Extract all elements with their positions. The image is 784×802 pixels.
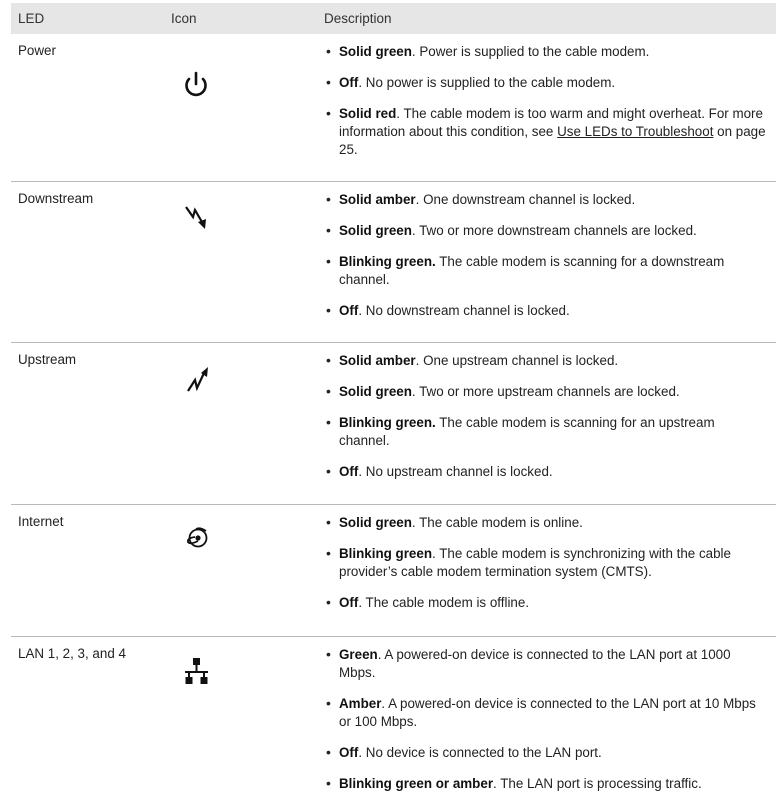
list-item: • Off. No upstream channel is locked. (324, 463, 768, 481)
list-item: • Off. No downstream channel is locked. (324, 302, 768, 320)
description (324, 343, 776, 481)
lan-network-icon (176, 655, 216, 689)
table-row-internet (11, 505, 776, 637)
list-item: • Amber. A powered-on device is connected to the LAN port at 10 Mbps or 100 Mbps. (324, 695, 768, 731)
power-icon (176, 68, 216, 102)
table-row-lan (11, 637, 776, 802)
internet-globe-icon (176, 523, 216, 557)
description (324, 637, 776, 793)
header-led: LED (18, 11, 45, 26)
led-name: Downstream (18, 191, 94, 206)
troubleshoot-link[interactable]: Use LEDs to Troubleshoot (557, 124, 714, 139)
list-item: • Off. No device is connected to the LAN port. (324, 744, 768, 762)
led-name: Power (18, 43, 56, 58)
list-item: • Off. No power is supplied to the cable modem. (324, 74, 768, 92)
downstream-arrow-icon (176, 202, 216, 236)
table-row-power (11, 34, 776, 182)
list-item: • Solid green. Power is supplied to the cable modem. (324, 43, 768, 61)
list-item: • Solid green. Two or more upstream channels are locked. (324, 383, 768, 401)
table-header (11, 3, 776, 34)
led-name: Internet (18, 514, 64, 529)
list-item: • Solid amber. One downstream channel is locked. (324, 191, 768, 209)
list-item: • Green. A powered-on device is connected to the LAN port at 1000 Mbps. (324, 646, 768, 682)
table-row-upstream (11, 343, 776, 505)
header-description: Description (324, 11, 392, 26)
led-name: LAN 1, 2, 3, and 4 (18, 646, 126, 661)
list-item: • Off. The cable modem is offline. (324, 594, 768, 612)
list-item: • Solid green. The cable modem is online. (324, 514, 768, 532)
list-item: • Blinking green. The cable modem is synchronizing with the cable provider’s cable modem termination system (CMTS). (324, 545, 768, 581)
list-item: • Blinking green. The cable modem is scanning for an upstream channel. (324, 414, 768, 450)
led-name: Upstream (18, 352, 77, 367)
description (324, 182, 776, 320)
table-row-downstream (11, 182, 776, 343)
description (324, 505, 776, 612)
led-table (11, 3, 776, 802)
description (324, 34, 776, 159)
upstream-arrow-icon (176, 361, 216, 395)
list-item: • Solid red. The cable modem is too warm and might overheat. For more information about this condition, see Use LEDs to Troubleshoot on page 25. (324, 105, 768, 159)
list-item: • Blinking green or amber. The LAN port is processing traffic. (324, 775, 768, 793)
list-item: • Blinking green. The cable modem is scanning for a downstream channel. (324, 253, 768, 289)
list-item: • Solid green. Two or more downstream channels are locked. (324, 222, 768, 240)
list-item: • Solid amber. One upstream channel is locked. (324, 352, 768, 370)
header-icon: Icon (171, 11, 197, 26)
